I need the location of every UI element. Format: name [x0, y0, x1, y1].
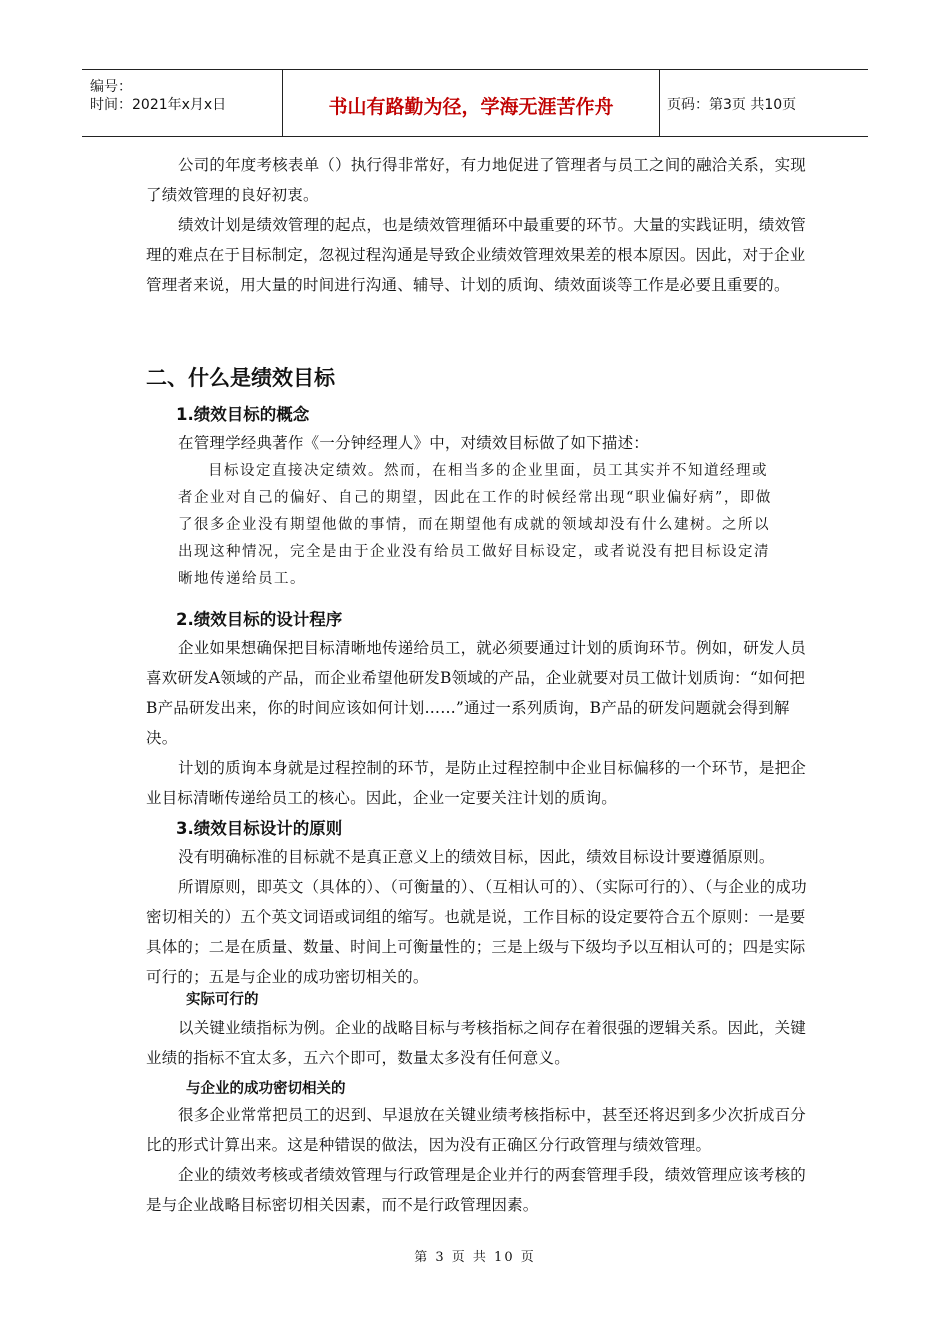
subsection-heading-2: 2.绩效目标的设计程序: [176, 610, 343, 629]
principles-paragraph-1: 没有明确标准的目标就不是真正意义上的绩效目标，因此，绩效目标设计要遵循原则。: [178, 848, 775, 866]
relevant-paragraph-2: 企业的绩效考核或者绩效管理与行政管理是企业并行的两套管理手段，绩效管理应该考核的是与企业战略目标密切相关因素，而不是行政管理因素。: [146, 1166, 807, 1214]
section-heading: 二、什么是绩效目标: [146, 366, 335, 390]
quoted-passage: 目标设定直接决定绩效。然而，在相当多的企业里面，员工其实并不知道经理或者企业对自己的偏好、自己的期望，因此在工作的时候经常出现“职业偏好病”，即做了很多企业没有期望他做的事情，而在期望他有成就的领域却没有什么建树。之所以出现这种情况，完全是由于企业没有给员工做好目标设定，或者说没有把目标设定清晰地传递给员工。: [178, 463, 772, 587]
design-paragraph-1: 企业如果想确保把目标清晰地传递给员工，就必须要通过计划的质询环节。例如，研发人员喜欢研发A领域的产品，而企业希望他研发B领域的产品，企业就要对员工做计划质询：“如何把B产品研发出来，你的时间应该如何计划……”通过一系列质询，B产品的研发问题就会得到解决。: [146, 639, 807, 747]
header-page-cell: [659, 70, 868, 136]
header-page-number: 页码：第3页 共10页: [667, 97, 797, 113]
page-footer: 第 3 页 共 10 页: [414, 1250, 536, 1265]
intro-paragraph-1: 公司的年度考核表单（）执行得非常好，有力地促进了管理者与员工之间的融洽关系，实现了绩效管理的良好初衷。: [146, 156, 807, 204]
header-meta-cell: [82, 70, 282, 136]
principle-heading-feasible: 实际可行的: [186, 992, 259, 1008]
document-date: 时间：2021年x月x日: [90, 97, 227, 113]
header-motto-cell: [282, 70, 660, 136]
concept-paragraph: 在管理学经典著作《一分钟经理人》中，对绩效目标做了如下描述：: [178, 434, 650, 452]
header-motto: 书山有路勤为径，学海无涯苦作舟: [328, 96, 614, 118]
design-paragraph-2: 计划的质询本身就是过程控制的环节，是防止过程控制中企业目标偏移的一个环节，是把企业目标清晰传递给员工的核心。因此，企业一定要关注计划的质询。: [146, 759, 807, 807]
feasible-paragraph: 以关键业绩指标为例。企业的战略目标与考核指标之间存在着很强的逻辑关系。因此，关键业绩的指标不宜太多，五六个即可，数量太多没有任何意义。: [146, 1019, 807, 1067]
principles-paragraph-2: 所谓原则，即英文（具体的）、（可衡量的）、（互相认可的）、（实际可行的）、（与企业的成功密切相关的）五个英文词语或词组的缩写。也就是说，工作目标的设定要符合五个原则：一是要具体的；二是在质量、数量、时间上可衡量性的；三是上级与下级均予以互相认可的；四是实际可行的；五是与企业的成功密切相关的。: [146, 878, 807, 986]
subsection-heading-1: 1.绩效目标的概念: [176, 405, 310, 424]
page-header: [82, 69, 868, 137]
subsection-heading-3: 3.绩效目标设计的原则: [176, 819, 343, 838]
intro-paragraph-2: 绩效计划是绩效管理的起点，也是绩效管理循环中最重要的环节。大量的实践证明，绩效管理的难点在于目标制定，忽视过程沟通是导致企业绩效管理效果差的根本原因。因此，对于企业管理者来说，用大量的时间进行沟通、辅导、计划的质询、绩效面谈等工作是必要且重要的。: [146, 216, 807, 294]
relevant-paragraph-1: 很多企业常常把员工的迟到、早退放在关键业绩考核指标中，甚至还将迟到多少次折成百分比的形式计算出来。这是种错误的做法，因为没有正确区分行政管理与绩效管理。: [146, 1106, 807, 1154]
document-number: 编号：: [90, 79, 132, 95]
principle-heading-relevant: 与企业的成功密切相关的: [186, 1081, 346, 1097]
